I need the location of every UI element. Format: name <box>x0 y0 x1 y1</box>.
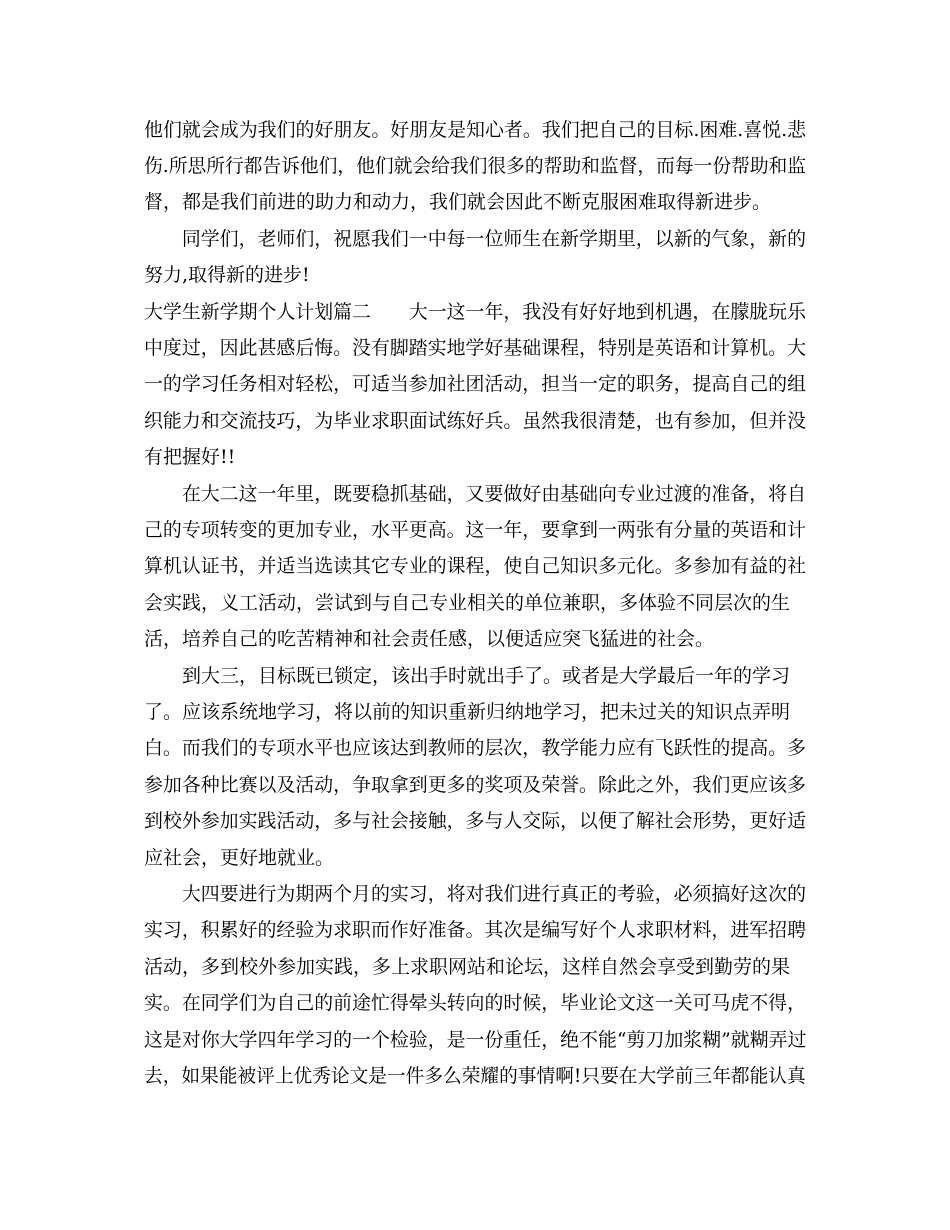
text-line: 这是对你大学四年学习的一个检验，是一份重任，绝不能“剪刀加浆糊”就糊弄过 <box>144 1029 807 1051</box>
text-line: 活，培养自己的吃苦精神和社会责任感，以便适应突飞猛进的社会。 <box>144 628 715 650</box>
text-line: 会实践，义工活动，尝试到与自己专业相关的单位兼职，多体验不同层次的生 <box>144 592 791 614</box>
text-line: 实习，积累好的经验为求职而作好准备。其次是编写好个人求职材料，进军招聘 <box>144 919 807 941</box>
text-line: 到校外参加实践活动，多与社会接触，多与人交际，以便了解社会形势，更好适 <box>144 810 807 832</box>
text-line: 织能力和交流技巧，为毕业求职面试练好兵。虽然我很清楚，也有参加，但并没 <box>144 410 807 432</box>
text-line: 努力,取得新的进步! <box>144 264 310 286</box>
text-line: 实。在同学们为自己的前途忙得晕头转向的时候，毕业论文这一关可马虎不得， <box>144 992 807 1014</box>
text-line: 督，都是我们前进的助力和动力，我们就会因此不断克服困难取得新进步。 <box>144 191 772 213</box>
text-line: 有把握好!! <box>144 446 236 468</box>
text-line: 己的专项转变的更加专业，水平更高。这一年，要拿到一两张有分量的英语和计 <box>144 519 807 541</box>
text-line: 他们就会成为我们的好朋友。好朋友是知心者。我们把自己的目标.困难.喜悦.悲 <box>144 119 807 141</box>
text-line: 算机认证书，并适当选读其它专业的课程，使自己知识多元化。多参加有益的社 <box>144 555 807 577</box>
text-line: 大学生新学期个人计划篇二 大一这一年，我没有好好地到机遇，在朦胧玩乐 <box>144 301 807 323</box>
text-line: 在大二这一年里，既要稳抓基础，又要做好由基础向专业过渡的准备，将自 <box>144 483 807 505</box>
text-line: 活动，多到校外参加实践，多上求职网站和论坛，这样自然会享受到勤劳的果 <box>144 956 791 978</box>
text-line: 应社会，更好地就业。 <box>144 847 335 869</box>
text-line: 一的学习任务相对轻松，可适当参加社团活动，担当一定的职务，提高自己的组 <box>144 373 807 395</box>
text-line: 伤.所思所行都告诉他们，他们就会给我们很多的帮助和监督，而每一份帮助和监 <box>144 155 807 177</box>
text-line: 参加各种比赛以及活动，争取拿到更多的奖项及荣誉。除此之外，我们更应该多 <box>144 774 807 796</box>
text-line: 白。而我们的专项水平也应该达到教师的层次，教学能力应有飞跃性的提高。多 <box>144 737 807 759</box>
text-line: 中度过，因此甚感后悔。没有脚踏实地学好基础课程，特别是英语和计算机。大 <box>144 337 807 359</box>
text-line: 到大三，目标既已锁定，该出手时就出手了。或者是大学最后一年的学习 <box>144 665 791 687</box>
text-line: 大四要进行为期两个月的实习，将对我们进行真正的考验，必须搞好这次的 <box>144 883 807 905</box>
text-line: 了。应该系统地学习，将以前的知识重新归纳地学习，把未过关的知识点弄明 <box>144 701 791 723</box>
text-line: 去，如果能被评上优秀论文是一件多么荣耀的事情啊!只要在大学前三年都能认真 <box>144 1065 806 1087</box>
text-line: 同学们，老师们，祝愿我们一中每一位师生在新学期里，以新的气象，新的 <box>144 228 807 250</box>
